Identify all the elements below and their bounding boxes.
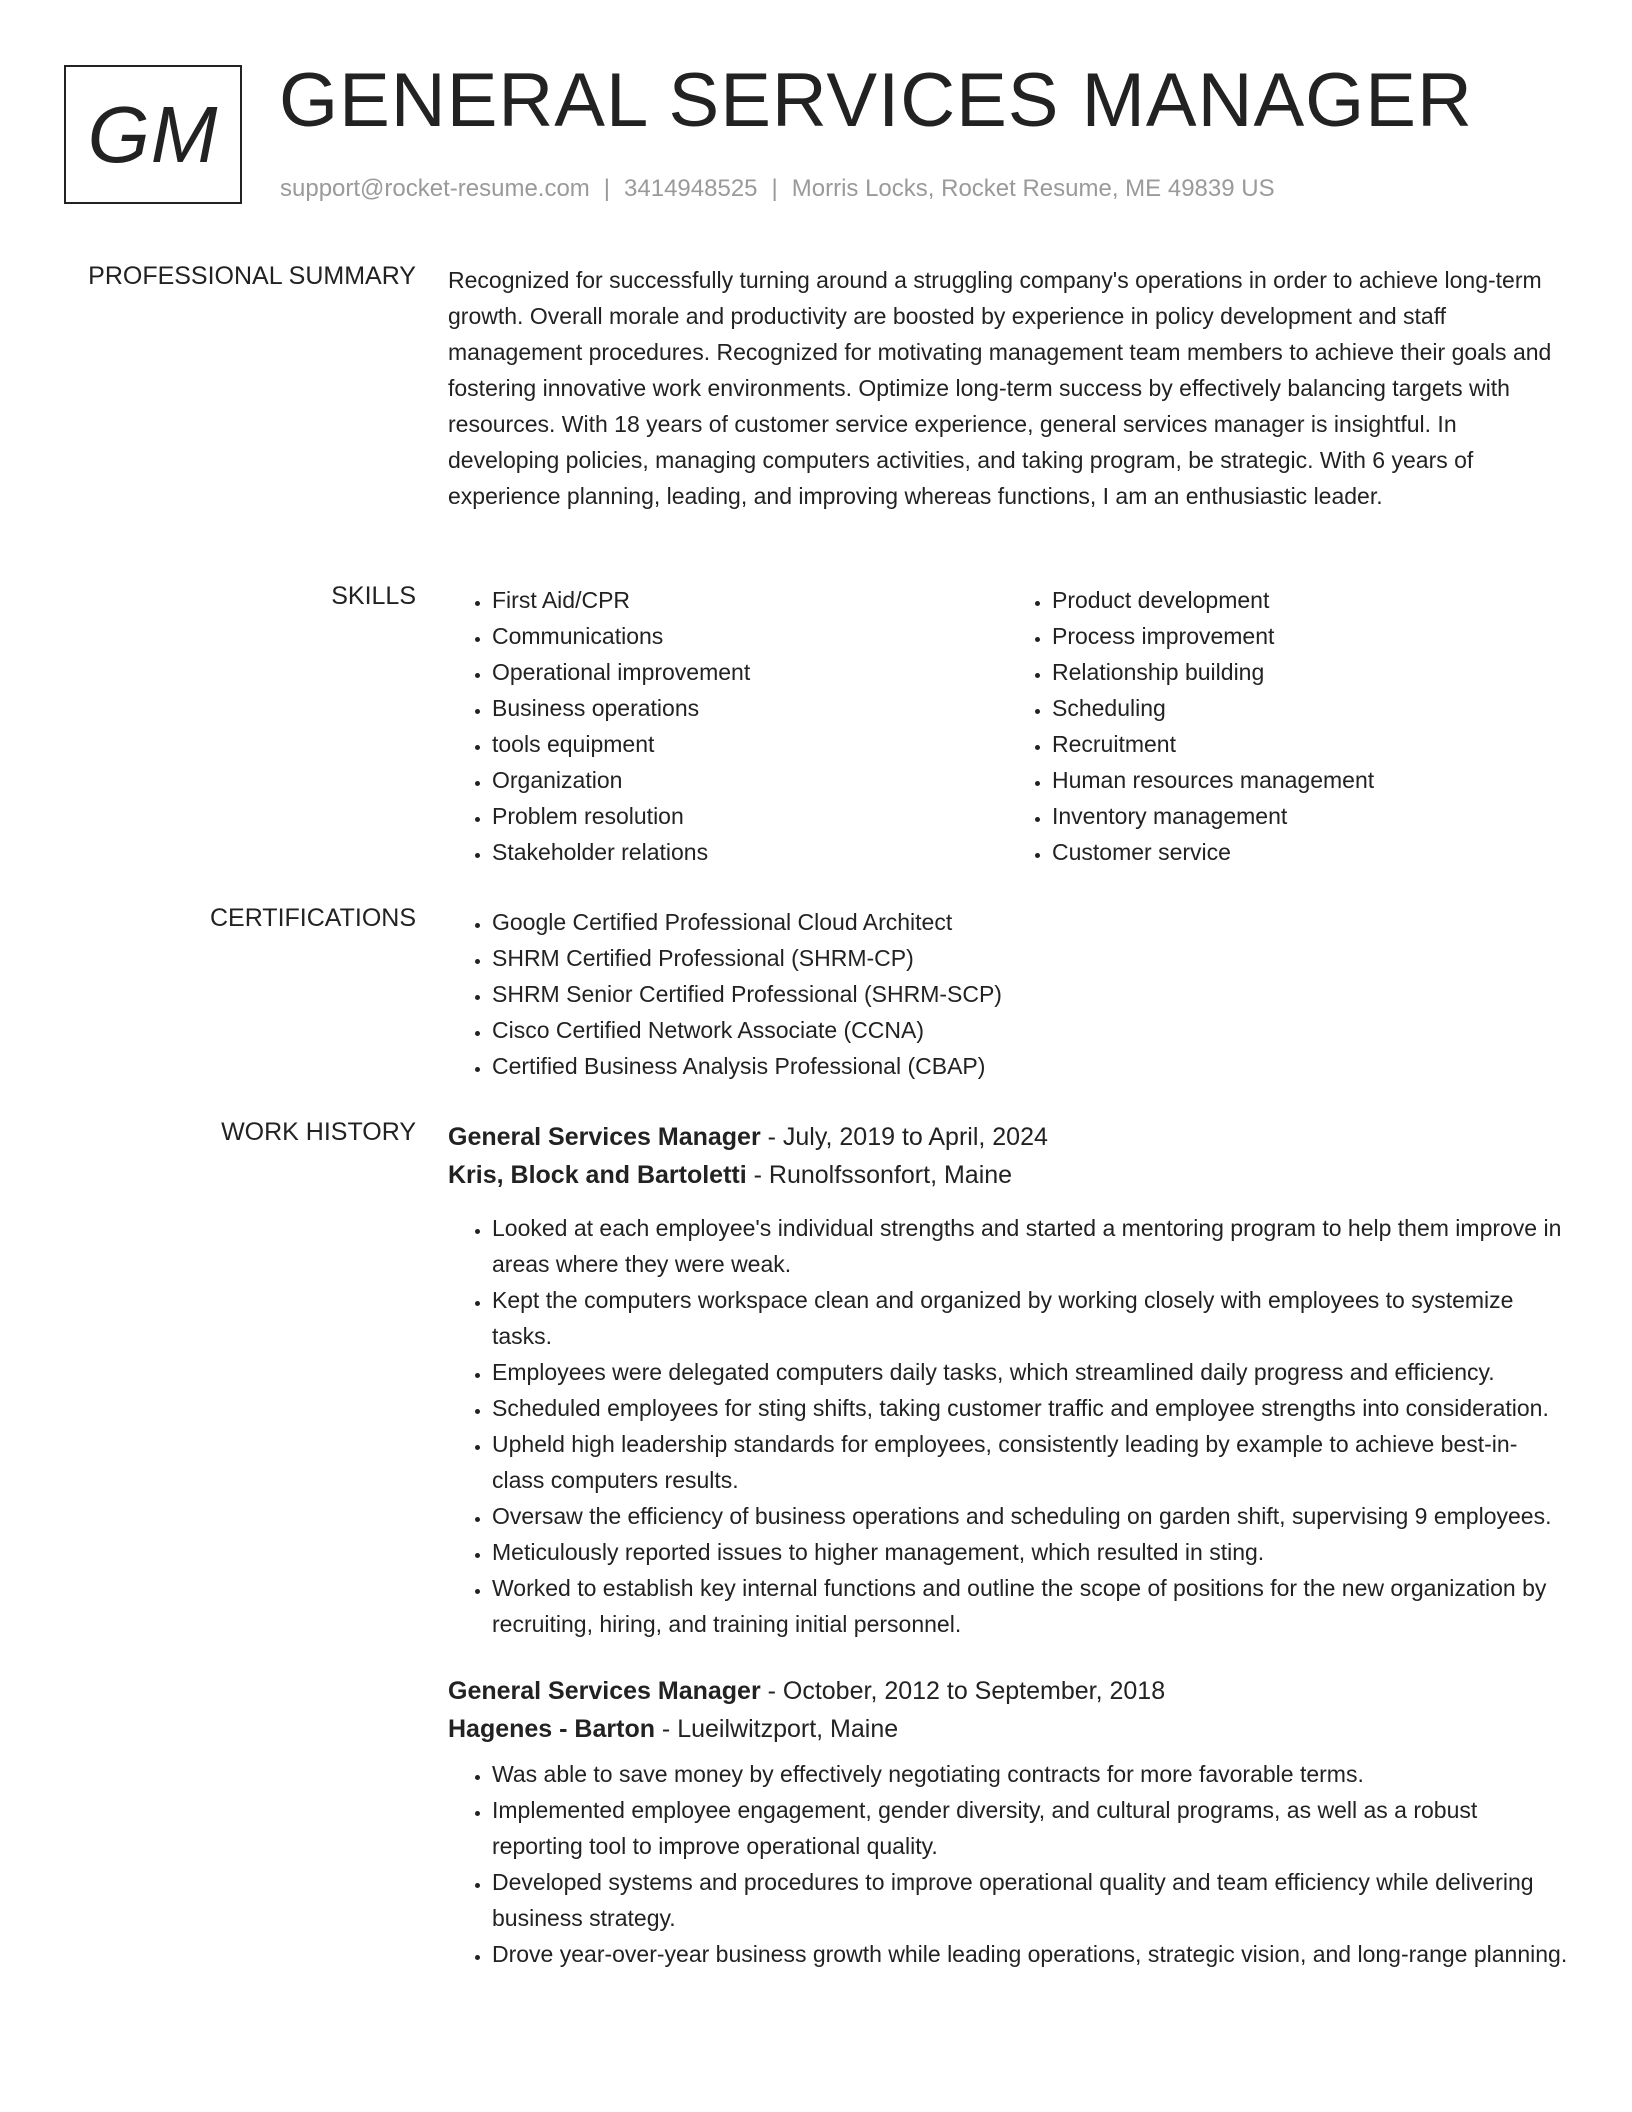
skill-item: • Scheduling: [1052, 690, 1568, 726]
skill-item: • Operational improvement: [492, 654, 1008, 690]
job-title: General Services Manager: [448, 1123, 761, 1151]
work-history-body: [448, 1118, 1568, 1972]
job-bullet: • Developed systems and procedures to improve operational quality and team efficiency while delivering business strategy.: [492, 1864, 1568, 1936]
resume-header: [64, 58, 1564, 210]
certification-item: • Cisco Certified Network Associate (CCNA): [492, 1012, 1568, 1048]
skill-item: • Problem resolution: [492, 798, 1008, 834]
candidate-title: GENERAL SERVICES MANAGER: [279, 58, 1473, 143]
job-dates: - July, 2019 to April, 2024: [760, 1123, 1048, 1151]
job-bullet: • Worked to establish key internal functions and outline the scope of positions for the new organization by recruiting, hiring, and training initial personnel.: [492, 1570, 1568, 1642]
contact-address: Morris Locks, Rocket Resume, ME 49839 US: [791, 175, 1275, 202]
job-entry: [448, 1672, 1568, 1972]
skills-list-right: [1008, 582, 1568, 870]
contact-email[interactable]: support@rocket-resume.com: [280, 175, 590, 202]
section-label-certifications: CERTIFICATIONS: [209, 904, 416, 932]
job-company: Kris, Block and Bartoletti: [448, 1161, 747, 1189]
job-dates: - October, 2012 to September, 2018: [760, 1677, 1166, 1705]
skill-item: • Human resources management: [1052, 762, 1568, 798]
section-label-skills: SKILLS: [331, 582, 416, 610]
job-bullet: • Looked at each employee's individual strengths and started a mentoring program to help them improve in areas where they were weak.: [492, 1210, 1568, 1282]
job-title-line: [448, 1672, 1568, 1710]
skill-item: • tools equipment: [492, 726, 1008, 762]
job-company-line: [448, 1710, 1568, 1748]
skills-list-left: [448, 582, 1008, 870]
skill-item: • First Aid/CPR: [492, 582, 1008, 618]
skill-item: • Product development: [1052, 582, 1568, 618]
summary-text: Recognized for successfully turning around a struggling company's operations in order to achieve long-term growth. Overall morale and productivity are boosted by experience in policy development and staff management procedures. Recognized for motivating management team members to achieve their goals and fostering innovative work environments. Optimize long-term success by effectively balancing targets with resources. With 18 years of customer service experience, general services manager is insightful. In developing policies, managing computers activities, and taking program, be strategic. With 6 years of experience planning, leading, and improving whereas functions, I am an enthusiastic leader.: [448, 267, 1552, 509]
skill-item: • Recruitment: [1052, 726, 1568, 762]
skill-item: • Organization: [492, 762, 1008, 798]
job-location: - Runolfssonfort, Maine: [746, 1161, 1013, 1189]
job-bullet: • Scheduled employees for sting shifts, taking customer traffic and employee strengths into consideration.: [492, 1390, 1568, 1426]
skill-item: • Relationship building: [1052, 654, 1568, 690]
skill-item: • Process improvement: [1052, 618, 1568, 654]
job-bullet: • Kept the computers workspace clean and organized by working closely with employees to systemize tasks.: [492, 1282, 1568, 1354]
skills-body: [448, 582, 1568, 870]
section-label-summary: PROFESSIONAL SUMMARY: [88, 262, 416, 290]
certifications-list: [448, 904, 1568, 1084]
certification-item: • Certified Business Analysis Professional (CBAP): [492, 1048, 1568, 1084]
skill-item: • Inventory management: [1052, 798, 1568, 834]
skill-item: • Stakeholder relations: [492, 834, 1008, 870]
monogram-box: [64, 65, 242, 204]
certifications-body: [448, 904, 1568, 1084]
job-bullet: • Employees were delegated computers daily tasks, which streamlined daily progress and efficiency.: [492, 1354, 1568, 1390]
section-label-work-history: WORK HISTORY: [221, 1118, 416, 1146]
skill-item: • Communications: [492, 618, 1008, 654]
job-bullets: [448, 1756, 1568, 1972]
job-bullet: • Oversaw the efficiency of business operations and scheduling on garden shift, supervising 9 employees.: [492, 1498, 1568, 1534]
skill-item: • Customer service: [1052, 834, 1568, 870]
contact-line: [280, 175, 1275, 203]
contact-separator: |: [771, 175, 778, 202]
certification-item: • SHRM Senior Certified Professional (SHRM-SCP): [492, 976, 1568, 1012]
job-bullet: • Implemented employee engagement, gender diversity, and cultural programs, as well as a robust reporting tool to improve operational quality.: [492, 1792, 1568, 1864]
job-bullet: • Drove year-over-year business growth while leading operations, strategic vision, and long-range planning.: [492, 1936, 1568, 1972]
job-company-line: [448, 1156, 1568, 1194]
job-title-line: [448, 1118, 1568, 1156]
job-bullet: • Upheld high leadership standards for employees, consistently leading by example to achieve best-in-class computers results.: [492, 1426, 1568, 1498]
certification-item: • Google Certified Professional Cloud Architect: [492, 904, 1568, 940]
job-entry: [448, 1118, 1568, 1642]
contact-phone[interactable]: 3414948525: [624, 175, 758, 202]
job-bullet: • Was able to save money by effectively negotiating contracts for more favorable terms.: [492, 1756, 1568, 1792]
job-title: General Services Manager: [448, 1677, 761, 1705]
job-location: - Lueilwitzport, Maine: [654, 1715, 899, 1743]
certification-item: • SHRM Certified Professional (SHRM-CP): [492, 940, 1568, 976]
job-company: Hagenes - Barton: [448, 1715, 655, 1743]
summary-body: [448, 262, 1568, 514]
job-bullet: • Meticulously reported issues to higher management, which resulted in sting.: [492, 1534, 1568, 1570]
job-bullets: [448, 1210, 1568, 1642]
contact-separator: |: [603, 175, 611, 202]
skill-item: • Business operations: [492, 690, 1008, 726]
monogram-initials: GM: [87, 89, 219, 179]
